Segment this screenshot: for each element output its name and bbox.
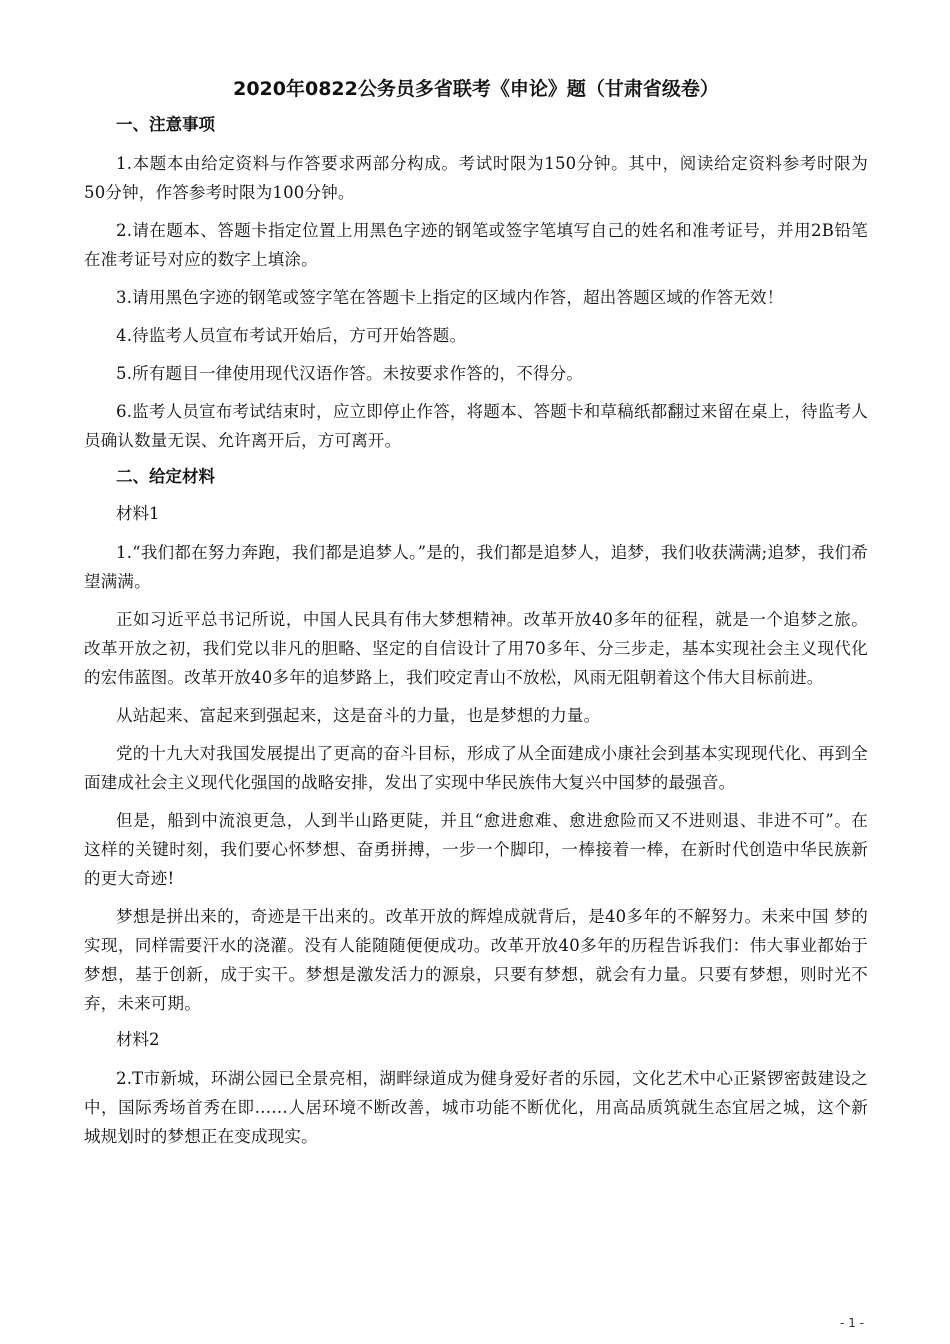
section-heading-notes: 一、注意事项 <box>116 115 215 134</box>
material-1-paragraph: 正如习近平总书记所说，中国人民具有伟大梦想精神。改革开放40多年的征程，就是一个追梦之旅。改革开放之初，我们党以非凡的胆略、坚定的自信设计了用70多年、分三步走，基本实现社会主义现代化的宏伟蓝图。改革开放40多年的追梦路上，我们咬定青山不放松，风雨无阻朝着这个伟大目标前进。 <box>84 610 868 687</box>
note-item-6: 6.监考人员宣布考试结束时，应立即停止作答，将题本、答题卡和草稿纸都翻过来留在桌上，待监考人员确认数量无误、允许离开后，方可离开。 <box>84 402 868 450</box>
note-item-2: 2.请在题本、答题卡指定位置上用黑色字迹的钢笔或签字笔填写自己的姓名和准考证号，并用2B铅笔在准考证号对应的数字上填涂。 <box>84 221 868 269</box>
note-item-5: 5.所有题目一律使用现代汉语作答。未按要求作答的，不得分。 <box>116 364 584 383</box>
material-1-paragraph: 但是，船到中流浪更急，人到半山路更陡，并且“愈进愈难、愈进愈险而又不进则退、非进不可”。在这样的关键时刻，我们要心怀梦想、奋勇拼搏，一步一个脚印，一棒接着一棒，在新时代创造中华民族新的更大奇迹! <box>84 811 868 888</box>
note-item-3: 3.请用黑色字迹的钢笔或签字笔在答题卡上指定的区域内作答，超出答题区域的作答无效！ <box>116 288 784 307</box>
note-item-4: 4.待监考人员宣布考试开始后，方可开始答题。 <box>116 326 467 345</box>
material-1-paragraph: 党的十九大对我国发展提出了更高的奋斗目标，形成了从全面建成小康社会到基本实现现代化、再到全面建成社会主义现代化强国的战略安排，发出了实现中华民族伟大复兴中国梦的最强音。 <box>84 744 868 792</box>
material-1-paragraph: 从站起来、富起来到强起来，这是奋斗的力量，也是梦想的力量。 <box>116 706 601 725</box>
material-2-heading: 材料2 <box>116 1030 160 1049</box>
material-1-paragraph: 梦想是拼出来的，奇迹是干出来的。改革开放的辉煌成就背后，是40多年的不解努力。未来中国 梦的实现，同样需要汗水的浇灌。没有人能随随便便成功。改革开放40多年的历程告诉我们：伟大事业都始于梦想，基于创新，成于实干。梦想是激发活力的源泉，只要有梦想，就会有力量。只要有梦想，则时光不弃，未来可期。 <box>84 907 868 1013</box>
note-item-1: 1.本题本由给定资料与作答要求两部分构成。考试时限为150分钟。其中，阅读给定资料参考时限为50分钟，作答参考时限为100分钟。 <box>84 154 868 202</box>
material-1-heading: 材料1 <box>116 504 160 523</box>
material-1-paragraph: 1.“我们都在努力奔跑，我们都是追梦人。”是的，我们都是追梦人，追梦，我们收获满满;追梦，我们希望满满。 <box>84 543 868 591</box>
document-title: 2020年0822公务员多省联考《申论》题（甘肃省级卷） <box>233 78 719 100</box>
document-page <box>84 76 868 1160</box>
material-2-paragraph: 2.T市新城，环湖公园已全景亮相，湖畔绿道成为健身爱好者的乐园，文化艺术中心正紧锣密鼓建设之中，国际秀场首秀在即……人居环境不断改善，城市功能不断优化，用高品质筑就生态宜居之城，这个新城规划时的梦想正在变成现实。 <box>84 1069 868 1146</box>
section-heading-materials: 二、给定材料 <box>116 467 215 486</box>
page-number: - 1 - <box>840 1316 864 1330</box>
